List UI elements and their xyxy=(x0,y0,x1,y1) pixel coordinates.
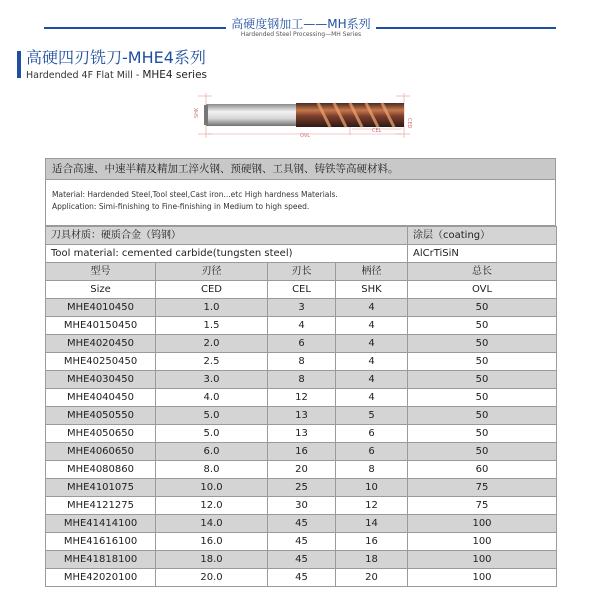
ovl-cell: 50 xyxy=(408,299,557,317)
size-cell: MHE4050650 xyxy=(46,425,156,443)
cel-cell: 45 xyxy=(268,569,336,587)
cel-cell: 3 xyxy=(268,299,336,317)
col-header-cn: 刃长 xyxy=(268,263,336,281)
col-header-cn: 柄径 xyxy=(336,263,408,281)
ovl-cell: 50 xyxy=(408,443,557,461)
cel-cell: 45 xyxy=(268,533,336,551)
table-row xyxy=(46,353,557,371)
cel-cell: 45 xyxy=(268,551,336,569)
shk-cell: 4 xyxy=(336,353,408,371)
end-mill-drawing xyxy=(0,0,600,150)
coating-cn: 涂层（coating） xyxy=(408,227,557,245)
ovl-cell: 50 xyxy=(408,353,557,371)
ced-cell: 5.0 xyxy=(156,425,268,443)
shk-cell: 20 xyxy=(336,569,408,587)
size-cell: MHE4010450 xyxy=(46,299,156,317)
size-cell: MHE40150450 xyxy=(46,317,156,335)
material-row xyxy=(46,227,557,245)
size-cell: MHE4080860 xyxy=(46,461,156,479)
col-header-en: OVL xyxy=(408,281,557,299)
ced-cell: 2.0 xyxy=(156,335,268,353)
shk-cell: 6 xyxy=(336,443,408,461)
cel-cell: 30 xyxy=(268,497,336,515)
header-title-en: Hardended Steel Processing—MH Series xyxy=(240,31,362,38)
cel-cell: 13 xyxy=(268,407,336,425)
size-cell: MHE41818100 xyxy=(46,551,156,569)
cel-cell: 20 xyxy=(268,461,336,479)
table-row xyxy=(46,569,557,587)
shk-cell: 4 xyxy=(336,335,408,353)
material-en: Tool material: cemented carbide(tungsten steel) xyxy=(46,245,408,263)
ovl-cell: 100 xyxy=(408,551,557,569)
tool-chamfer xyxy=(204,105,208,125)
dim-label-ovl: OVL xyxy=(300,133,311,139)
description-en-line1: Material: Hardended Steel,Tool steel,Cast iron...etc High hardness Materials. xyxy=(52,190,338,199)
size-cell: MHE4030450 xyxy=(46,371,156,389)
ovl-cell: 50 xyxy=(408,371,557,389)
ced-cell: 10.0 xyxy=(156,479,268,497)
ced-cell: 5.0 xyxy=(156,407,268,425)
size-cell: MHE4020450 xyxy=(46,335,156,353)
header-row-cn xyxy=(46,263,557,281)
shk-cell: 14 xyxy=(336,515,408,533)
ced-cell: 6.0 xyxy=(156,443,268,461)
table-row xyxy=(46,425,557,443)
table-row xyxy=(46,299,557,317)
material-cn: 刀具材质：硬质合金（钨钢） xyxy=(46,227,408,245)
section-title: 高硬四刃铣刀-MHE4系列 xyxy=(26,48,206,67)
shk-cell: 4 xyxy=(336,317,408,335)
cel-cell: 16 xyxy=(268,443,336,461)
table-row xyxy=(46,551,557,569)
cel-cell: 12 xyxy=(268,389,336,407)
shk-cell: 16 xyxy=(336,533,408,551)
shk-cell: 12 xyxy=(336,497,408,515)
coating-value: AlCrTiSiN xyxy=(408,245,557,263)
shk-cell: 4 xyxy=(336,371,408,389)
size-cell: MHE40250450 xyxy=(46,353,156,371)
size-cell: MHE4101075 xyxy=(46,479,156,497)
size-cell: MHE4060650 xyxy=(46,443,156,461)
shk-cell: 5 xyxy=(336,407,408,425)
ced-cell: 8.0 xyxy=(156,461,268,479)
table-row xyxy=(46,335,557,353)
material-row-en xyxy=(46,245,557,263)
ovl-cell: 50 xyxy=(408,389,557,407)
table-row xyxy=(46,479,557,497)
table-row xyxy=(46,497,557,515)
cel-cell: 4 xyxy=(268,317,336,335)
size-cell: MHE41616100 xyxy=(46,533,156,551)
table-row xyxy=(46,533,557,551)
dim-label-ced: CED xyxy=(406,118,412,129)
ced-cell: 18.0 xyxy=(156,551,268,569)
table-row xyxy=(46,317,557,335)
size-cell: MHE42020100 xyxy=(46,569,156,587)
table-row xyxy=(46,461,557,479)
col-header-cn: 型号 xyxy=(46,263,156,281)
ovl-cell: 50 xyxy=(408,407,557,425)
ovl-cell: 100 xyxy=(408,515,557,533)
shk-cell: 10 xyxy=(336,479,408,497)
shk-cell: 6 xyxy=(336,425,408,443)
ovl-cell: 100 xyxy=(408,569,557,587)
header-row-en xyxy=(46,281,557,299)
col-header-cn: 刃径 xyxy=(156,263,268,281)
table-row xyxy=(46,515,557,533)
shk-cell: 18 xyxy=(336,551,408,569)
col-header-en: SHK xyxy=(336,281,408,299)
ced-cell: 4.0 xyxy=(156,389,268,407)
ced-cell: 16.0 xyxy=(156,533,268,551)
shk-cell: 4 xyxy=(336,299,408,317)
table-row xyxy=(46,443,557,461)
ovl-cell: 100 xyxy=(408,533,557,551)
cel-cell: 25 xyxy=(268,479,336,497)
ovl-cell: 75 xyxy=(408,497,557,515)
tool-shank xyxy=(206,104,296,126)
ovl-cell: 50 xyxy=(408,335,557,353)
ced-cell: 14.0 xyxy=(156,515,268,533)
ovl-cell: 50 xyxy=(408,425,557,443)
size-cell: MHE41414100 xyxy=(46,515,156,533)
description-en-line2: Application: Simi-finishing to Fine-finishing in Medium to high speed. xyxy=(52,202,310,211)
description-en xyxy=(45,180,556,226)
cel-cell: 8 xyxy=(268,371,336,389)
table-row xyxy=(46,389,557,407)
description-cn: 适合高速、中速半精及精加工淬火钢、预硬钢、工具钢、铸铁等高硬材料。 xyxy=(45,158,556,180)
table-row xyxy=(46,371,557,389)
ced-cell: 1.0 xyxy=(156,299,268,317)
ovl-cell: 75 xyxy=(408,479,557,497)
dim-label-cel: CEL xyxy=(372,128,382,134)
ced-cell: 1.5 xyxy=(156,317,268,335)
cel-cell: 8 xyxy=(268,353,336,371)
shk-cell: 8 xyxy=(336,461,408,479)
header-title-cn: 高硬度钢加工——MH系列 xyxy=(231,17,371,31)
cel-cell: 45 xyxy=(268,515,336,533)
shk-cell: 4 xyxy=(336,389,408,407)
cel-cell: 13 xyxy=(268,425,336,443)
ced-cell: 3.0 xyxy=(156,371,268,389)
ced-cell: 2.5 xyxy=(156,353,268,371)
cel-cell: 6 xyxy=(268,335,336,353)
ced-cell: 20.0 xyxy=(156,569,268,587)
ovl-cell: 60 xyxy=(408,461,557,479)
col-header-en: CEL xyxy=(268,281,336,299)
section-subtitle-series: MHE4 series xyxy=(142,69,208,81)
col-header-en: CED xyxy=(156,281,268,299)
table-row xyxy=(46,407,557,425)
size-cell: MHE4040450 xyxy=(46,389,156,407)
col-header-en: Size xyxy=(46,281,156,299)
dim-label-shk: SHK xyxy=(194,107,200,118)
spec-table xyxy=(45,226,557,587)
section-subtitle-prefix: Hardended 4F Flat Mill - xyxy=(26,70,143,81)
size-cell: MHE4121275 xyxy=(46,497,156,515)
ovl-cell: 50 xyxy=(408,317,557,335)
col-header-cn: 总长 xyxy=(408,263,557,281)
size-cell: MHE4050550 xyxy=(46,407,156,425)
ced-cell: 12.0 xyxy=(156,497,268,515)
